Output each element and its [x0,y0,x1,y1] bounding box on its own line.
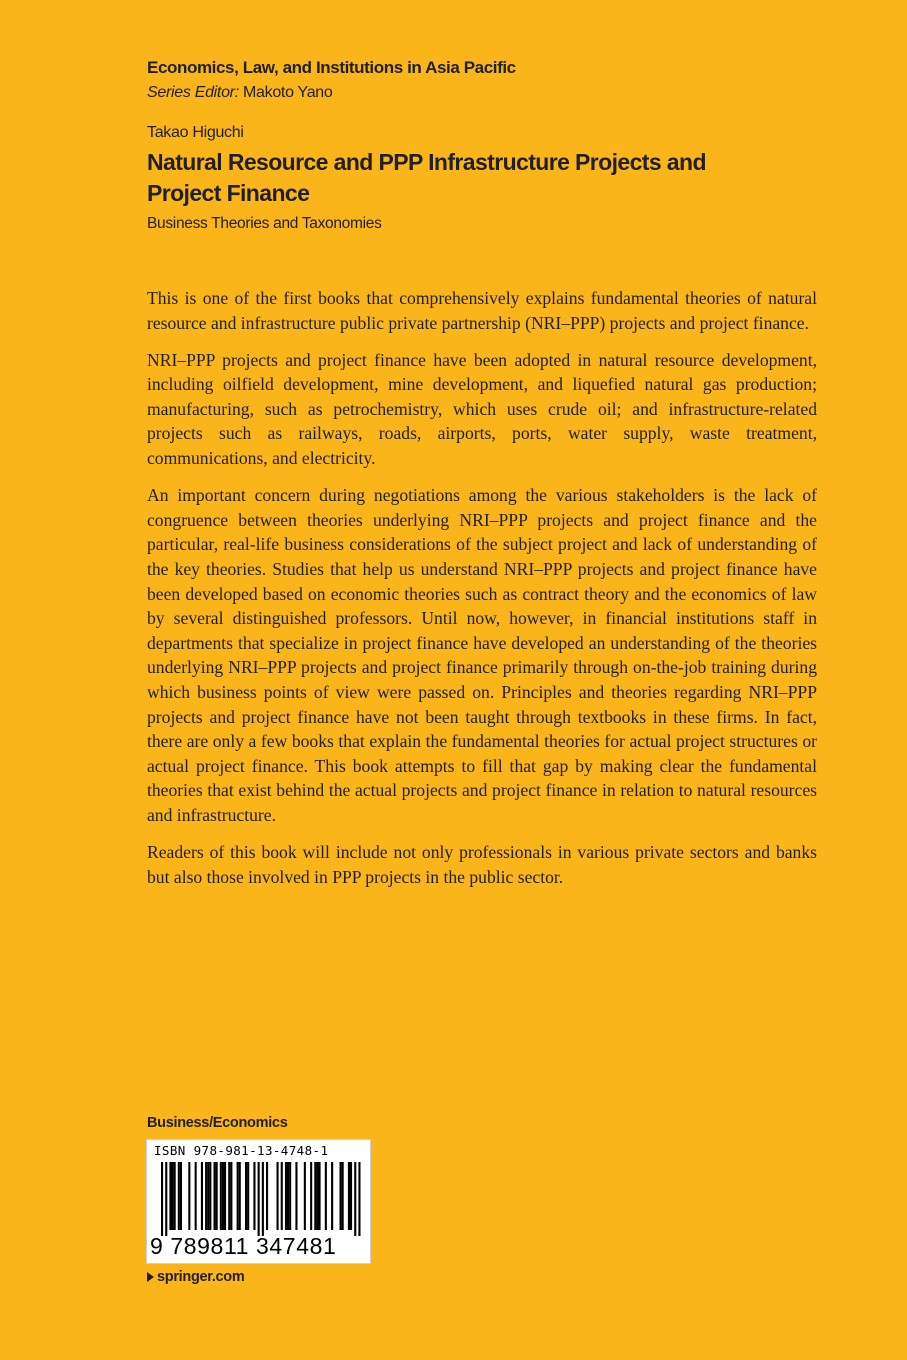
barcode-bars [147,1162,370,1238]
barcode-bar [239,1162,241,1230]
barcode-bar [224,1162,226,1230]
barcode-bar [304,1162,306,1230]
barcode-bar [316,1162,318,1230]
barcode-bar [220,1162,222,1230]
ean-digits: 9 789811 347481 [150,1233,337,1259]
barcode-bar [209,1162,211,1230]
barcode-bar [325,1162,327,1230]
barcode-bar [230,1162,232,1230]
publisher-link-text: springer.com [157,1269,245,1285]
barcode-bar [161,1162,163,1236]
barcode-bar [350,1162,352,1230]
barcode-bar [310,1162,312,1230]
barcode-bar [228,1162,230,1230]
blurb [147,286,817,902]
arrow-right-icon [147,1272,154,1282]
category-label: Business/Economics [147,1115,288,1131]
barcode-bar [281,1162,283,1230]
barcode-bar [214,1162,216,1230]
blurb-paragraph: This is one of the first books that comprehensively explains fundamental theories of natural resource and infrastructure public private partnership (NRI–PPP) projects and project finance. [147,288,817,333]
barcode-bar [340,1162,342,1230]
barcode-bar [216,1162,218,1230]
isbn-label: ISBN 978-981-13-4748-1 [154,1143,329,1158]
barcode-bar [222,1162,224,1230]
barcode-bar [237,1162,239,1230]
series-editor-name: Makoto Yano [243,84,333,101]
barcode [146,1139,371,1264]
blurb-paragraph: An important concern during negotiations among the various stakeholders is the lack of congruence between theories underlying NRI–PPP projects and project finance and the particular, real-life business considerations of the subject project and lack of understanding of the key theories. Studies that help us understand NRI–PPP projects and project finance have been developed based on economic theories such as contract theory and the economics of law by several distinguished professors. Until now, however, in financial institutions staff in departments that specialize in project finance have developed an understanding of the theories underlying NRI–PPP projects and project finance primarily through on-the-job training during which business points of view were passed on. Principles and theories regarding NRI–PPP projects and project finance have not been taught through textbooks in these firms. In fact, there are only a few books that explain the fundamental theories for actual project structures or actual project finance. This book attempts to fill that gap by making clear the fundamental theories that exist behind the actual projects and project finance in relation to natural resources and infrastructure. [147,485,817,825]
barcode-bar [266,1162,268,1230]
barcode-bar [180,1162,182,1230]
book-subtitle: Business Theories and Taxonomies [147,215,382,232]
barcode-bar [172,1162,174,1230]
book-heading [147,120,767,235]
barcode-bar [245,1162,247,1230]
barcode-bar [342,1162,344,1230]
book-author: Takao Higuchi [147,124,244,141]
barcode-bar [319,1162,321,1230]
barcode-bar [188,1162,190,1230]
series-editor [147,81,847,105]
barcode-bar [178,1162,180,1230]
barcode-bar [348,1162,350,1230]
barcode-bar [287,1162,289,1230]
barcode-bar [314,1162,316,1230]
barcode-bar [295,1162,297,1230]
barcode-bar [331,1162,333,1230]
publisher-link[interactable] [147,1266,244,1288]
barcode-bar [247,1162,249,1230]
barcode-bar [354,1162,356,1236]
series-editor-label: Series Editor: [147,84,239,101]
barcode-bar [258,1162,260,1236]
series-block [147,56,847,105]
barcode-bar [285,1162,287,1230]
barcode-bar [205,1162,207,1230]
barcode-bar [195,1162,197,1230]
blurb-paragraph: Readers of this book will include not only professionals in various private sectors and banks but also those involved in PPP projects in the public sector. [147,841,817,887]
barcode-bar [289,1162,291,1230]
barcode-bar [277,1162,279,1230]
barcode-bar [169,1162,171,1230]
book-title: Natural Resource and PPP Infrastructure Projects and Project Finance [147,149,706,206]
series-title: Economics, Law, and Institutions in Asia Pacific [147,58,516,77]
barcode-bar [207,1162,209,1230]
barcode-bar [253,1162,255,1230]
barcode-bar [201,1162,203,1230]
blurb-paragraph: NRI–PPP projects and project finance have been adopted in natural resource development, including oilfield development, mine development, and liquefied natural gas production; manufacturing, such as petrochemistry, which uses crude oil; and infrastructure-related projects such as railways, roads, airports, ports, water supply, waste treatment, communications, and electricity. [147,349,817,469]
barcode-bar [165,1162,167,1236]
barcode-bar [262,1162,264,1236]
barcode-bar [174,1162,176,1230]
barcode-bar [358,1162,360,1236]
